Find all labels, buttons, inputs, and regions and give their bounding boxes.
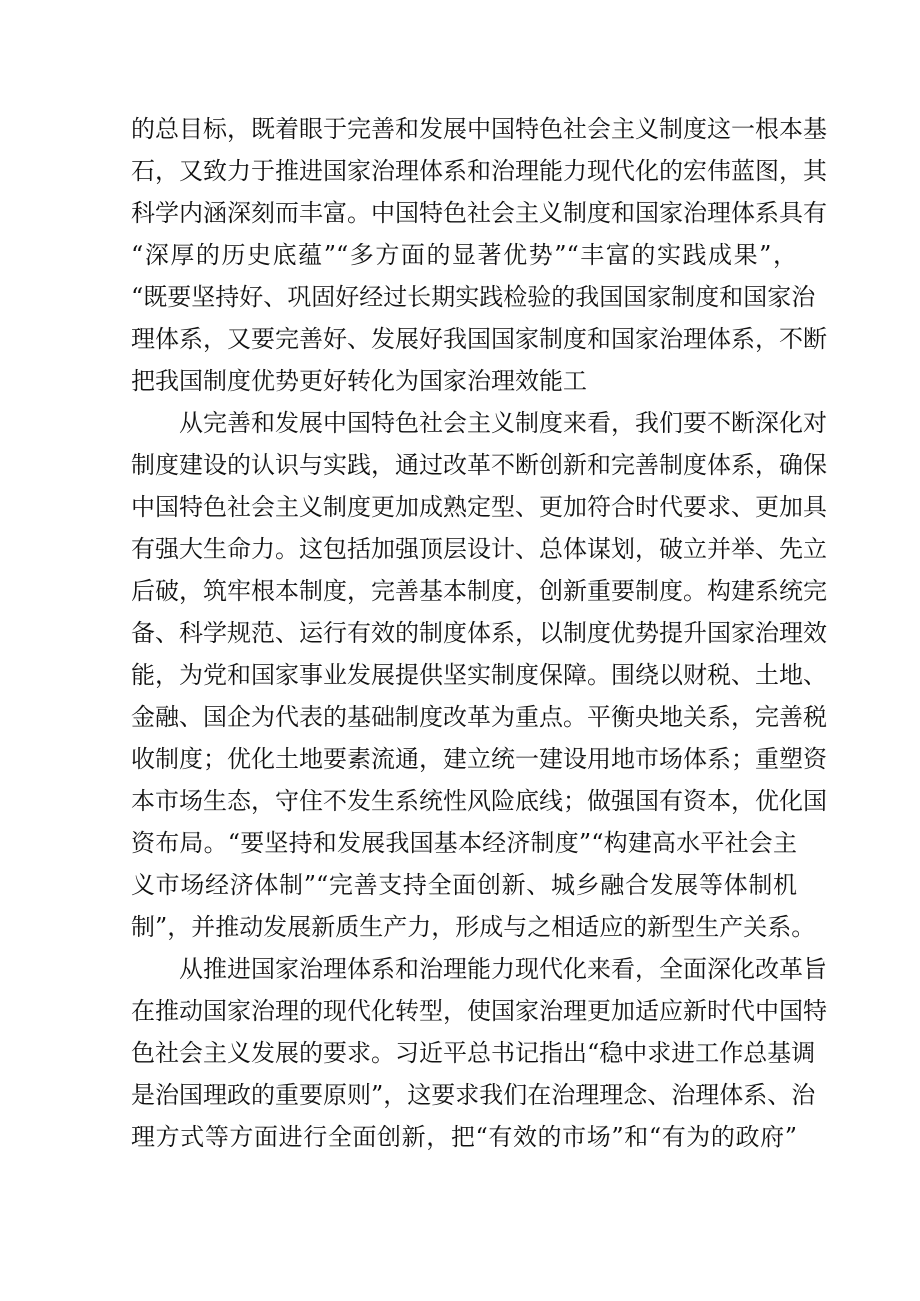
text-line: 金融、国企为代表的基础制度改革为重点。平衡央地关系，完善税 xyxy=(131,703,827,731)
text-line: 把我国制度优势更好转化为国家治理效能工 xyxy=(131,367,587,395)
text-line: 制度建设的认识与实践，通过改革不断创新和完善制度体系，确保 xyxy=(131,451,827,479)
text-line: 制”，并推动发展新质生产力，形成与之相适应的新型生产关系。 xyxy=(131,913,816,941)
text-line: 有强大生命力。这包括加强顶层设计、总体谋划，破立并举、先立 xyxy=(131,535,827,563)
text-line: 后破，筑牢根本制度，完善基本制度，创新重要制度。构建系统完 xyxy=(131,577,827,605)
text-line: 科学内涵深刻而丰富。中国特色社会主义制度和国家治理体系具有 xyxy=(131,199,827,227)
text-line: 收制度；优化土地要素流通，建立统一建设用地市场体系；重塑资 xyxy=(131,745,827,773)
text-line: 石，又致力于推进国家治理体系和治理能力现代化的宏伟蓝图，其 xyxy=(131,157,827,185)
text-line: 本市场生态，守住不发生系统性风险底线；做强国有资本，优化国 xyxy=(131,787,827,815)
text-line: 资布局。“要坚持和发展我国基本经济制度”“构建高水平社会主 xyxy=(131,829,797,857)
text-line: 是治国理政的重要原则”，这要求我们在治理理念、治理体系、治 xyxy=(131,1081,816,1109)
text-line: 理体系，又要完善好、发展好我国国家制度和国家治理体系，不断 xyxy=(131,325,827,353)
text-line: “深厚的历史底蕴”“多方面的显著优势”“丰富的实践成果”， xyxy=(131,241,797,269)
text-line: 在推动国家治理的现代化转型，使国家治理更加适应新时代中国特 xyxy=(131,997,827,1025)
document-body xyxy=(131,108,827,1158)
text-line: 义市场经济体制”“完善支持全面创新、城乡融合发展等体制机 xyxy=(131,871,797,899)
text-line: 备、科学规范、运行有效的制度体系，以制度优势提升国家治理效 xyxy=(131,619,827,647)
text-line: 的总目标，既着眼于完善和发展中国特色社会主义制度这一根本基 xyxy=(131,115,827,143)
paragraph-first-line: 从推进国家治理体系和治理能力现代化来看，全面深化改革旨 xyxy=(179,955,827,983)
text-line: “既要坚持好、巩固好经过长期实践检验的我国国家制度和国家治 xyxy=(131,283,816,311)
text-line: 理方式等方面进行全面创新，把“有效的市场”和“有为的政府” xyxy=(131,1123,797,1151)
text-line: 能，为党和国家事业发展提供坚实制度保障。围绕以财税、土地、 xyxy=(131,661,827,689)
text-line: 色社会主义发展的要求。习近平总书记指出“稳中求进工作总基调 xyxy=(131,1039,816,1067)
paragraph-first-line: 从完善和发展中国特色社会主义制度来看，我们要不断深化对 xyxy=(179,409,827,437)
text-line: 中国特色社会主义制度更加成熟定型、更加符合时代要求、更加具 xyxy=(131,493,827,521)
